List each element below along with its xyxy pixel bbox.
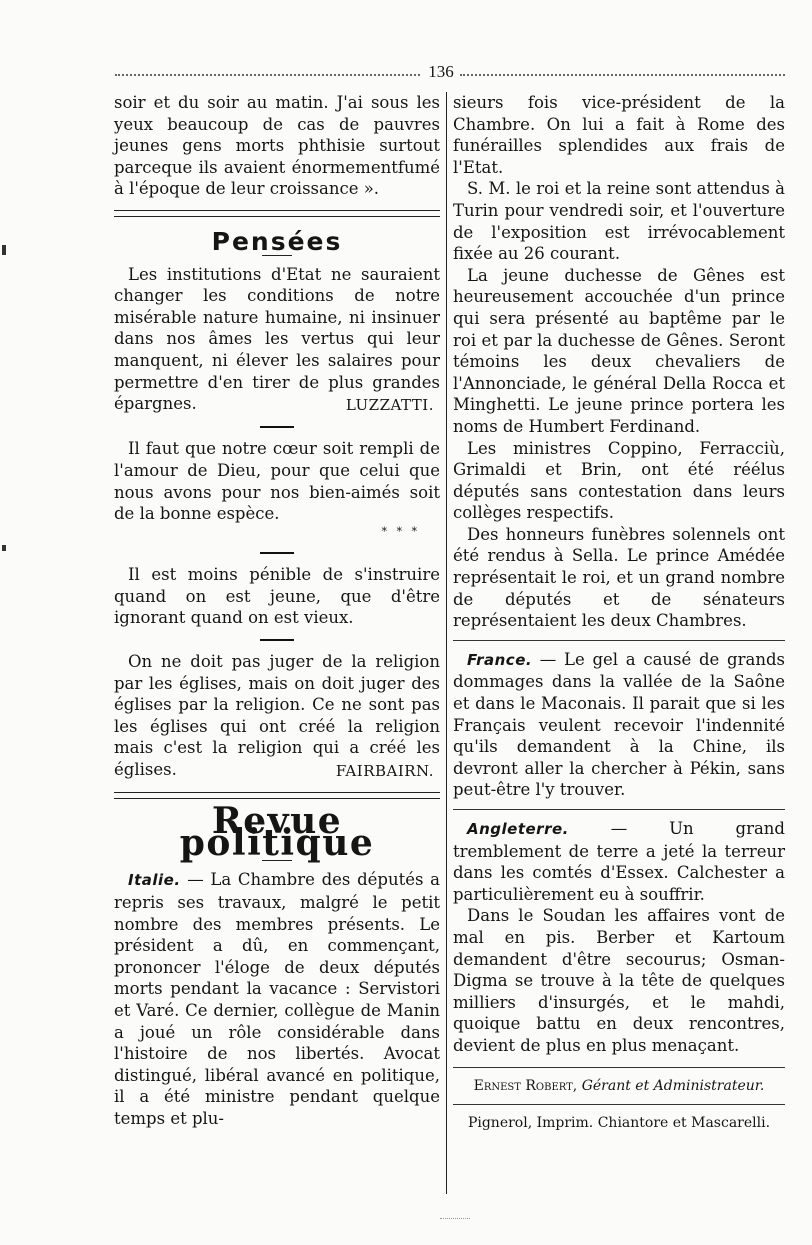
news-italie-text: — La Chambre des députés a repris ses travaux, malgré le petit nombre des membres présents. Le président a dû, en commençant, prononcer l'éloge de deux députés morts pendant la vacance : Servistori et Varé. Ce dernier, collègue de Manin a joué un rôle considérable dans l'histoire de nos libertés. Avocat distingué, libéral avancé en politique, il a été ministre pendant quelque temps et plu-: [114, 870, 440, 1128]
column-divider: [446, 92, 447, 1194]
news-divider: [453, 640, 785, 641]
news-soudan: Dans le Soudan les affaires vont de mal en pis. Berber et Kartoum demandent d'être secourus; Osman-Digma se trouve à la tête de quelques milliers d'insurgés, et le mahdi, quoique battu en deux rencontres, devient de plus en plus menaçant.: [453, 906, 785, 1055]
thought-dieu: Il faut que notre cœur soit rempli de l'amour de Dieu, pour que celui que nous avons pour nos bien-aimés soit de la bonne espèce.: [114, 439, 440, 524]
news-duchesse: La jeune duchesse de Gênes est heureusement accouchée d'un prince qui sera présenté au baptême par le roi et par la duchesse de Gênes. Seront témoins les deux chevaliers de l'Annonciade, le général Della Rocca et Minghetti. Le jeune prince portera les noms de Humbert Ferdinand.: [453, 265, 785, 436]
publisher-role: Gérant et Administrateur.: [581, 1077, 765, 1094]
news-italie: [114, 869, 440, 1129]
header-ornament-left: [115, 74, 420, 78]
thought-luzzatti: Les institutions d'Etat ne sauraient changer les conditions de notre misérable nature humaine, ni insinuer dans nos âmes les vertus qui leur manquent, ni élever les salaires pour permettre d'en tirer de plus grandes épargnes.: [114, 264, 440, 414]
page-number: 136: [428, 62, 454, 81]
printer-line: Pignerol, Imprim. Chiantore et Mascarelli.: [467, 1114, 771, 1131]
publisher-line: [453, 1076, 785, 1096]
news-divider: [453, 809, 785, 810]
country-label-italie: Italie.: [128, 871, 181, 890]
continued-paragraph: soir et du soir au matin. J'ai sous les yeux beaucoup de cas de pauvres jeunes gens morts phthisie surtout parceque ils avaient énormementfumé à l'époque de leur croissance ».: [114, 93, 440, 199]
section-divider: [114, 792, 440, 799]
author-fairbairn: FAIRBAIRN.: [335, 761, 434, 780]
news-ministres: Les ministres Coppino, Ferracciù, Grimaldi et Brin, ont été réélus députés sans contestation dans leurs collèges respectifs.: [453, 438, 785, 523]
left-column: [114, 92, 440, 1130]
scan-edge-mark: [2, 245, 6, 255]
scan-edge-mark: [2, 545, 6, 551]
thought-separator: [260, 639, 294, 641]
publisher-name: Ernest Robert,: [473, 1077, 578, 1094]
thought-fairbairn: On ne doit pas juger de la religion par les églises, mais on doit juger des églises par la religion. Ce ne sont pas les églises qui ont créé la religion mais c'est la religion qui a créé les églises.: [114, 652, 440, 780]
section-divider: [114, 210, 440, 217]
country-label-angleterre: Angleterre.: [467, 820, 569, 838]
imprint-block: [453, 1067, 785, 1133]
news-roi: S. M. le roi et la reine sont attendus à Turin pour vendredi soir, et l'ouverture de l'exposition est irrévocablement fixée au 26 courant.: [453, 179, 785, 264]
thought-instruire: Il est moins pénible de s'instruire quand on est jeune, que d'être ignorant quand on est vieux.: [114, 565, 440, 628]
revue-politique-heading: Revue politique: [179, 800, 375, 864]
author-luzzatti: LUZZATTI.: [345, 395, 434, 414]
news-france: [453, 649, 785, 801]
stars-signature: * * *: [381, 524, 420, 538]
pensees-heading: Pensées: [211, 226, 343, 256]
thought-separator: [260, 552, 294, 554]
imprint-rule: [453, 1104, 785, 1105]
country-label-france: France.: [467, 650, 533, 669]
header-ornament-right: [460, 74, 785, 78]
right-column: [453, 92, 785, 1139]
bottom-ornament: [440, 1218, 470, 1219]
news-sella: Des honneurs funèbres solennels ont été rendus à Sella. Le prince Amédée représentait le roi, et un grand nombre de députés et de sénateurs représentaient les deux Chambres.: [453, 524, 785, 631]
imprint-rule: [453, 1067, 785, 1068]
news-angleterre-text: — Un grand tremblement de terre a jeté la terreur dans les comtés d'Essex. Calchester a particulièrement eu à souffrir.: [453, 819, 785, 904]
continued-paragraph: sieurs fois vice-président de la Chambre. On lui a fait à Rome des funérailles splendides aux frais de l'Etat.: [453, 93, 785, 177]
news-france-text: — Le gel a causé de grands dommages dans la vallée de la Saône et dans le Maconais. Il parait que si les Français veulent recevoir l'indennité qu'ils demandent à la Chine, ils devront aller la chercher à Pékin, sans peut-être l'y trouver.: [453, 649, 785, 800]
page-header: [115, 62, 785, 88]
thought-separator: [260, 426, 294, 428]
news-angleterre: [453, 818, 785, 905]
